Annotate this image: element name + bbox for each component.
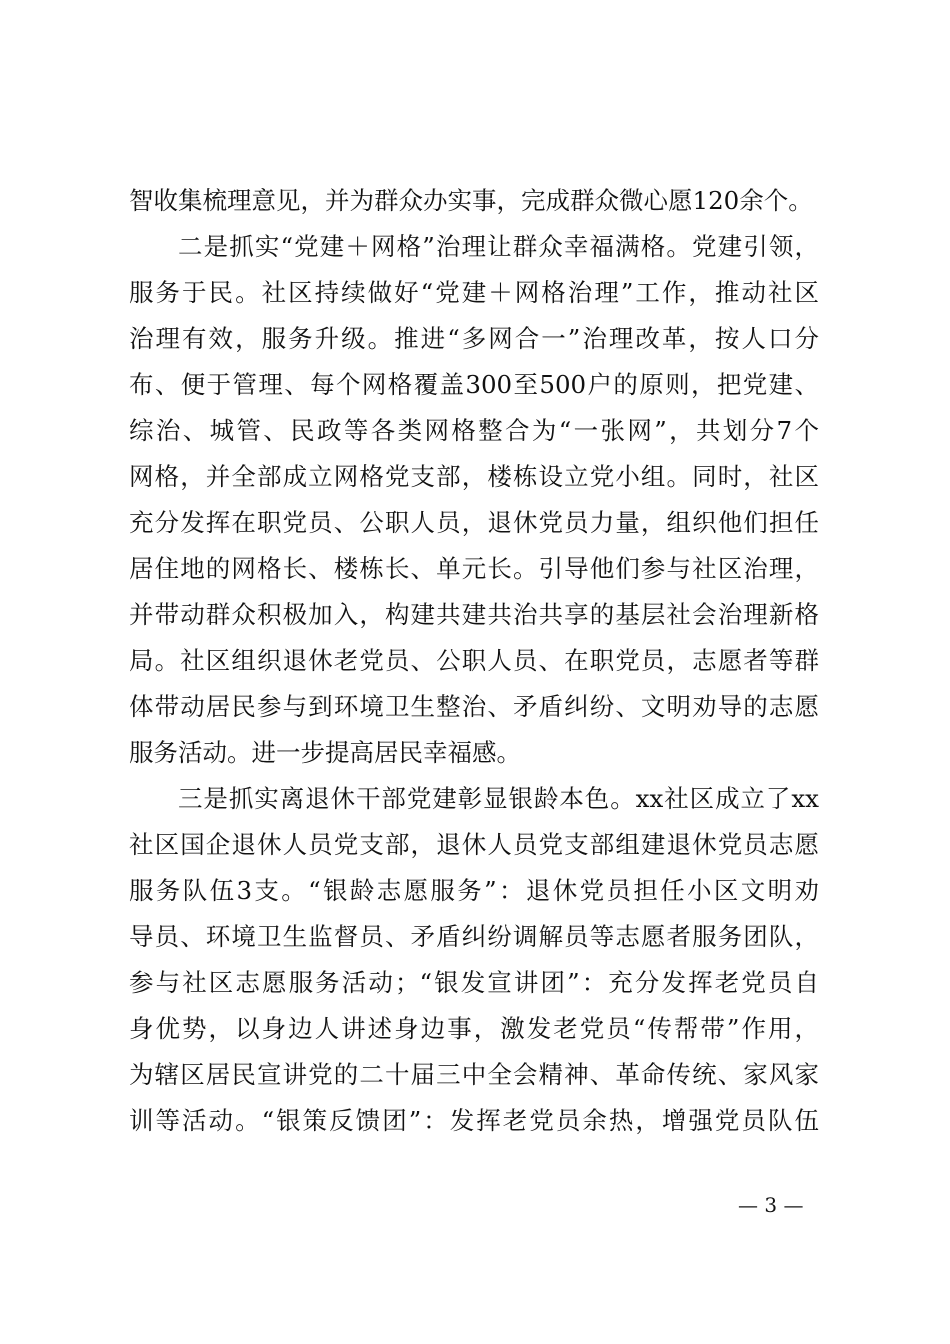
page-number: — 3 — <box>738 1193 804 1217</box>
text-line: 训等活动。“银策反馈团”：发挥老党员余热，增强党员队伍 <box>129 1106 819 1135</box>
text-line: 局。社区组织退休老党员、公职人员、在职党员，志愿者等群 <box>129 646 819 675</box>
paragraph-start-line: 二是抓实“党建＋网格”治理让群众幸福满格。党建引领， <box>178 232 819 261</box>
text-line: 布、便于管理、每个网格覆盖300至500户的原则，把党建、 <box>129 370 819 399</box>
body-text <box>129 178 819 1144</box>
text-line: 综治、城管、民政等各类网格整合为“一张网”，共划分7个 <box>129 416 819 445</box>
text-line: 体带动居民参与到环境卫生整治、矛盾纠纷、文明劝导的志愿 <box>129 692 819 721</box>
text-line: 社区国企退休人员党支部，退休人员党支部组建退休党员志愿 <box>129 830 819 859</box>
text-line: 服务于民。社区持续做好“党建＋网格治理”工作，推动社区 <box>129 278 819 307</box>
text-line: 居住地的网格长、楼栋长、单元长。引导他们参与社区治理， <box>129 554 819 583</box>
text-line: 充分发挥在职党员、公职人员，退休党员力量，组织他们担任 <box>129 508 819 537</box>
text-line: 治理有效，服务升级。推进“多网合一”治理改革，按人口分 <box>129 324 819 353</box>
text-line: 参与社区志愿服务活动；“银发宣讲团”：充分发挥老党员自 <box>129 968 819 997</box>
text-line: 身优势，以身边人讲述身边事，激发老党员“传帮带”作用， <box>129 1014 819 1043</box>
text-line: 智收集梳理意见，并为群众办实事，完成群众微心愿120余个。 <box>129 186 813 215</box>
paragraph-start-line: 三是抓实离退休干部党建彰显银龄本色。xx社区成立了xx <box>178 784 819 813</box>
text-line: 网格，并全部成立网格党支部，楼栋设立党小组。同时，社区 <box>129 462 819 491</box>
paragraph-end-line: 服务活动。进一步提高居民幸福感。 <box>129 738 521 767</box>
text-line: 导员、环境卫生监督员、矛盾纠纷调解员等志愿者服务团队， <box>129 922 819 951</box>
text-line: 并带动群众积极加入，构建共建共治共享的基层社会治理新格 <box>129 600 819 629</box>
text-line: 为辖区居民宣讲党的二十届三中全会精神、革命传统、家风家 <box>129 1060 819 1089</box>
text-line: 服务队伍3支。“银龄志愿服务”：退休党员担任小区文明劝 <box>129 876 819 905</box>
